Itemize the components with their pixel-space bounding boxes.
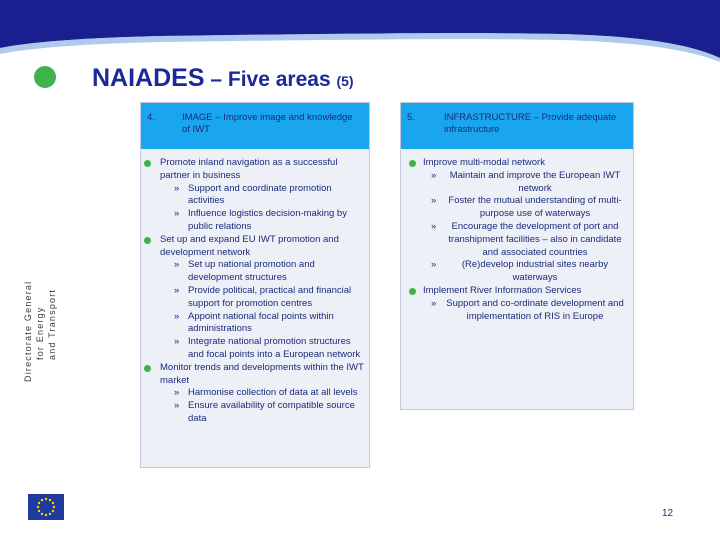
chevron-bullet-icon: » xyxy=(431,220,437,232)
flag-star xyxy=(38,502,40,504)
bullet-text: Monitor trends and developments within the IWT market xyxy=(160,361,364,386)
sub-bullet-item xyxy=(141,336,369,362)
flag-star xyxy=(45,498,47,500)
bullet-text: Improve multi-modal network xyxy=(423,157,545,168)
page-number: 12 xyxy=(662,508,674,519)
green-bullet-icon xyxy=(144,365,151,372)
sub-bullet-item xyxy=(141,400,369,426)
green-bullet-icon xyxy=(144,237,151,244)
green-bullet-icon xyxy=(409,288,416,295)
chevron-bullet-icon: » xyxy=(431,169,437,181)
flag-star xyxy=(52,510,54,512)
green-bullet-icon xyxy=(144,160,151,167)
flag-star xyxy=(49,499,51,501)
bullet-text: Promote inland navigation as a successful partner in business xyxy=(160,157,338,181)
sub-bullet-item xyxy=(141,259,369,285)
area-heading: INFRASTRUCTURE – Provide adequate infrastructure xyxy=(444,112,617,135)
bullet-item xyxy=(141,157,369,183)
flag-star xyxy=(38,510,40,512)
flag-star xyxy=(41,513,43,515)
page-title xyxy=(92,64,354,93)
flag-star xyxy=(41,499,43,501)
chevron-bullet-icon: » xyxy=(431,297,437,309)
chevron-bullet-icon: » xyxy=(174,336,180,348)
sub-bullet-item xyxy=(141,208,369,234)
chevron-bullet-icon: » xyxy=(431,195,437,207)
area-box-image xyxy=(140,102,370,468)
title-main: NAIADES xyxy=(92,64,205,92)
chevron-bullet-icon: » xyxy=(174,400,180,412)
eu-flag-icon xyxy=(28,494,64,520)
area-number: 4. xyxy=(147,112,155,123)
flag-star xyxy=(52,502,54,504)
sub-bullet-item xyxy=(141,183,369,209)
bullet-item xyxy=(141,362,369,388)
area-heading: IMAGE – Improve image and knowledge of IWT xyxy=(182,112,353,135)
directorate-logo-text xyxy=(22,282,82,382)
area-box-header xyxy=(141,103,369,149)
bullet-text: Integrate national promotion structures and focal points into a European network xyxy=(188,336,361,360)
bullet-text: Set up and expand EU IWT promotion and development network xyxy=(160,233,339,258)
bullet-text: Support and coordinate promotion activities xyxy=(188,182,332,207)
area-box-list xyxy=(401,157,633,409)
sub-bullet-item xyxy=(401,170,633,196)
bullet-item xyxy=(401,157,633,170)
sub-bullet-item xyxy=(401,221,633,259)
area-box-infrastructure xyxy=(400,102,634,410)
flag-star xyxy=(53,506,55,508)
sub-bullet-item xyxy=(141,311,369,337)
sub-bullet-item xyxy=(401,195,633,221)
bullet-text: Encourage the development of port and transhipment facilities – also in candidate and associated countries xyxy=(448,220,622,258)
area-box-header xyxy=(401,103,633,149)
chevron-bullet-icon: » xyxy=(174,310,180,322)
sub-bullet-item xyxy=(401,259,633,285)
green-bullet-icon xyxy=(409,160,416,167)
bullet-item xyxy=(141,234,369,260)
header-banner xyxy=(0,0,720,70)
sub-bullet-item xyxy=(141,387,369,400)
area-box-list xyxy=(141,157,369,467)
title-number: (5) xyxy=(336,73,354,89)
flag-star xyxy=(49,513,51,515)
bullet-text: Appoint national focal points within administrations xyxy=(188,310,334,335)
title-bullet-icon xyxy=(34,66,56,88)
chevron-bullet-icon: » xyxy=(174,182,180,194)
sub-bullet-item xyxy=(401,298,633,324)
bullet-text: Harmonise collection of data at all levels xyxy=(188,387,358,399)
bullet-text: Maintain and improve the European IWT network xyxy=(449,169,621,194)
title-sub: Five areas xyxy=(227,68,337,91)
bullet-text: Set up national promotion and development structures xyxy=(188,259,315,284)
bullet-text: Support and co-ordinate development and implementation of RIS in Europe xyxy=(446,297,624,322)
chevron-bullet-icon: » xyxy=(174,208,180,220)
area-number: 5. xyxy=(407,112,415,123)
bullet-text: Foster the mutual understanding of multi-purpose use of waterways xyxy=(448,195,622,220)
sidebar-text-line: for Energy xyxy=(35,306,45,360)
bullet-text: Implement River Information Services xyxy=(423,284,582,296)
sidebar-text-line: Directorate General xyxy=(23,280,33,382)
chevron-bullet-icon: » xyxy=(174,387,180,399)
bullet-text: Ensure availability of compatible source data xyxy=(188,400,355,424)
flag-star xyxy=(45,514,47,516)
chevron-bullet-icon: » xyxy=(174,259,180,271)
bullet-text: Influence logistics decision-making by public relations xyxy=(188,208,347,232)
bullet-text: Provide political, practical and financial support for promotion centres xyxy=(188,284,352,309)
chevron-bullet-icon: » xyxy=(174,284,180,296)
title-dash: – xyxy=(204,68,228,91)
flag-star xyxy=(37,506,39,508)
chevron-bullet-icon: » xyxy=(431,259,437,271)
sub-bullet-item xyxy=(141,285,369,311)
sidebar-text-line: and Transport xyxy=(47,288,57,360)
bullet-item xyxy=(401,285,633,298)
bullet-text: (Re)develop industrial sites nearby waterways xyxy=(461,259,609,284)
